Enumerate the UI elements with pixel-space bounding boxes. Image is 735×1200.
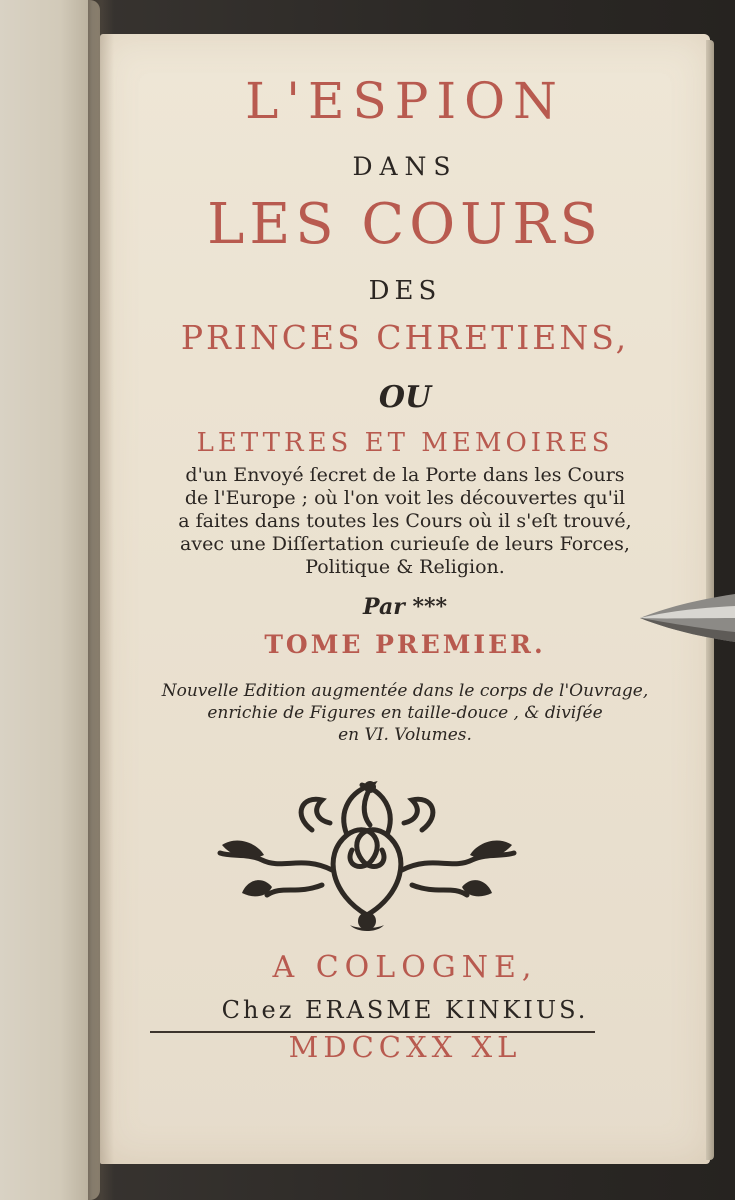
description-line-2: de l'Europe ; où l'on voit les découvertes qu'il: [184, 487, 626, 509]
title-line-lettres-et-memoires: LETTRES ET MEMOIRES: [196, 428, 614, 458]
title-line-des: DES: [368, 276, 442, 306]
metal-pointer-icon: [640, 588, 735, 648]
title-line-ou: OU: [378, 380, 432, 415]
edition-line-2: enrichie de Figures en taille-douce , & diviſée: [207, 703, 603, 723]
title-line-espion: L'ESPION: [245, 72, 565, 130]
edition-line-1: Nouvelle Edition augmentée dans le corps de l'Ouvrage,: [161, 681, 649, 701]
title-line-les-cours: LES COURS: [207, 192, 603, 257]
edition-line-3: en VI. Volumes.: [338, 725, 472, 745]
description-line-4: avec une Diſſertation curieuſe de leurs Forces,: [180, 533, 630, 555]
imprint-printer: Chez ERASME KINKIUS.: [221, 996, 589, 1024]
description-block: [100, 464, 710, 579]
author-line: Par ***: [363, 594, 447, 620]
description-line-5: Politique & Religion.: [305, 556, 505, 578]
title-line-princes-chretiens: PRINCES CHRETIENS,: [180, 318, 630, 357]
description-line-3: a faites dans toutes les Cours où il s'eſt trouvé,: [178, 510, 632, 532]
imprint-place: A COLOGNE,: [272, 950, 538, 985]
edition-note: [100, 680, 710, 746]
description-line-1: d'un Envoyé ſecret de la Porte dans les Cours: [185, 464, 625, 486]
facing-page: [0, 0, 100, 1200]
title-line-dans: DANS: [352, 152, 458, 181]
volume-line: TOME PREMIER.: [264, 630, 546, 659]
floral-scroll-ornament-icon: [212, 775, 522, 935]
imprint-date: MDCCXX XL: [288, 1030, 522, 1064]
